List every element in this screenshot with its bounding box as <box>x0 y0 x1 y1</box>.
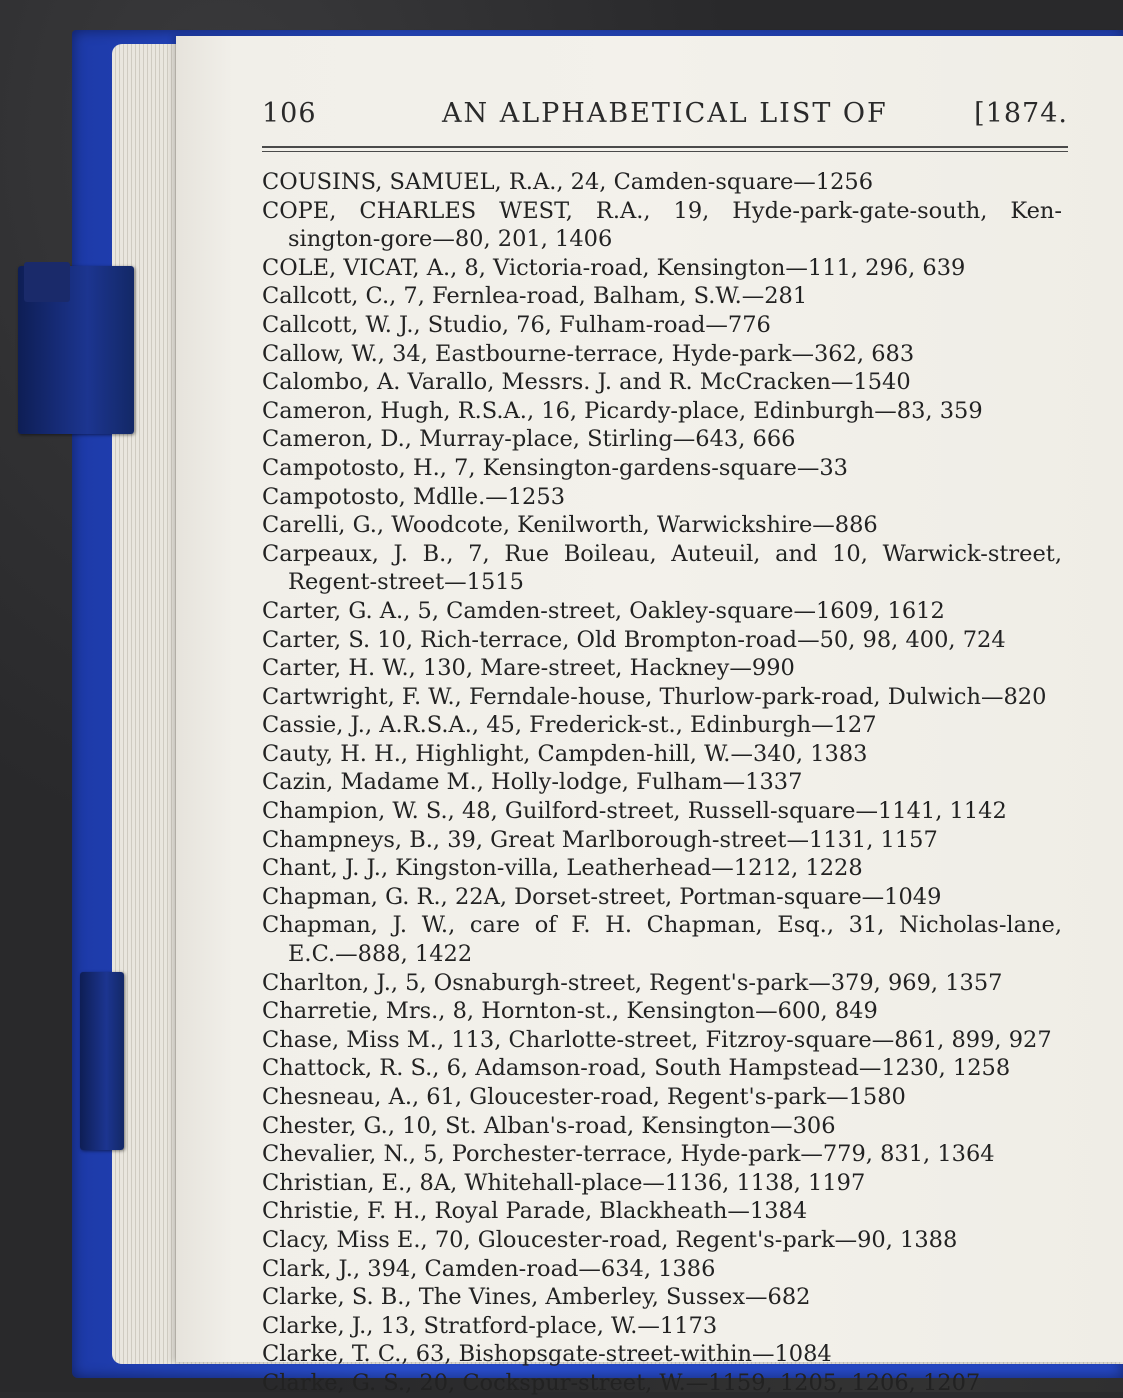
list-item <box>262 340 1080 369</box>
entry-text: Carter, S. 10, Rich-terrace, Old Brompton-road—50, 98, 400, 724 <box>262 626 1006 653</box>
entry-list <box>262 168 1080 1398</box>
entry-text: Christian, E., 8A, Whitehall-place—1136, 1138, 1197 <box>262 1169 866 1196</box>
entry-text: Champion, W. S., 48, Guilford-street, Russell-square—1141, 1142 <box>262 798 1007 825</box>
list-item <box>262 683 1080 712</box>
entry-text: Cameron, D., Murray-place, Stirling—643, 666 <box>262 426 796 453</box>
list-item <box>262 425 1080 454</box>
entry-text: Charlton, J., 5, Osnaburgh-street, Regent's-park—379, 969, 1357 <box>262 969 1003 996</box>
entry-text: Carter, H. W., 130, Mare-street, Hackney—990 <box>262 655 795 682</box>
entry-text: Chattock, R. S., 6, Adamson-road, South Hampstead—1230, 1258 <box>262 1055 1011 1082</box>
entry-text: Callcott, C., 7, Fernlea-road, Balham, S.W.—281 <box>262 283 808 310</box>
list-item <box>262 1340 1080 1369</box>
running-header <box>256 96 1074 140</box>
list-item <box>262 1140 1080 1169</box>
entry-text: Chesneau, A., 61, Gloucester-road, Regent's-park—1580 <box>262 1084 906 1110</box>
entry-continuation: sington-gore—80, 201, 1406 <box>288 226 613 253</box>
list-item <box>262 883 1080 912</box>
entry-text: Chester, G., 10, St. Alban's-road, Kensington—306 <box>262 1112 836 1139</box>
list-item <box>262 597 1080 626</box>
entry-text: Clark, J., 394, Camden-road—634, 1386 <box>262 1255 716 1282</box>
entry-text: COLE, VICAT, A., 8, Victoria-road, Kensington—111, 296, 639 <box>262 254 966 281</box>
page-number: 106 <box>262 98 317 129</box>
list-item <box>262 997 1080 1026</box>
entry-text: COPE, CHARLES WEST, R.A., 19, Hyde-park-gate-south, Ken- <box>262 197 1062 224</box>
entry-text: COUSINS, SAMUEL, R.A., 24, Camden-square—1256 <box>262 169 874 195</box>
list-item <box>262 540 1080 597</box>
list-item <box>262 1226 1080 1255</box>
entry-text: Clarke, T. C., 63, Bishopsgate-street-within—1084 <box>262 1341 832 1368</box>
entry-text: Clarke, G. S., 20, Cockspur-street, W.—1159, 1205, 1206, 1207 <box>262 1369 981 1396</box>
list-item <box>262 768 1080 797</box>
entry-text: Cassie, J., A.R.S.A., 45, Frederick-st., Edinburgh—127 <box>262 712 877 739</box>
entry-text: Cazin, Madame M., Holly-lodge, Fulham—1337 <box>262 769 803 796</box>
bookmark-ribbon-bottom[interactable] <box>80 972 124 1150</box>
entry-text: Callcott, W. J., Studio, 76, Fulham-road—776 <box>262 311 771 338</box>
list-item <box>262 654 1080 683</box>
list-item <box>262 1083 1080 1112</box>
header-rule <box>262 146 1068 148</box>
list-item <box>262 454 1080 483</box>
entry-text: Champneys, B., 39, Great Marlborough-street—1131, 1157 <box>262 826 938 853</box>
list-item <box>262 1255 1080 1284</box>
page-title: AN ALPHABETICAL LIST OF <box>442 98 888 129</box>
list-item <box>262 854 1080 883</box>
entry-text: Carter, G. A., 5, Camden-street, Oakley-square—1609, 1612 <box>262 597 945 624</box>
entry-text: Clarke, S. B., The Vines, Amberley, Sussex—682 <box>262 1284 811 1311</box>
bookmark-ribbon-top[interactable] <box>18 266 134 434</box>
list-item <box>262 168 1080 197</box>
entry-text: Chapman, G. R., 22A, Dorset-street, Portman-square—1049 <box>262 883 942 910</box>
list-item <box>262 1054 1080 1083</box>
entry-continuation: Regent-street—1515 <box>288 569 524 596</box>
list-item <box>262 911 1080 968</box>
list-item <box>262 197 1080 254</box>
list-item <box>262 1169 1080 1198</box>
list-item <box>262 282 1080 311</box>
list-item <box>262 1026 1080 1055</box>
entry-text: Carpeaux, J. B., 7, Rue Boileau, Auteuil, and 10, Warwick-street, <box>262 540 1062 567</box>
entry-text: Carelli, G., Woodcote, Kenilworth, Warwickshire—886 <box>262 512 878 539</box>
entry-text: Chase, Miss M., 113, Charlotte-street, Fitzroy-square—861, 899, 927 <box>262 1026 1052 1053</box>
entry-text: Calombo, A. Varallo, Messrs. J. and R. McCracken—1540 <box>262 369 911 396</box>
list-item <box>262 626 1080 655</box>
list-item <box>262 826 1080 855</box>
list-item <box>262 311 1080 340</box>
entry-text: Callow, W., 34, Eastbourne-terrace, Hyde-park—362, 683 <box>262 340 915 367</box>
list-item <box>262 254 1080 283</box>
entry-text: Christie, F. H., Royal Parade, Blackheath—1384 <box>262 1198 808 1225</box>
entry-text: Clarke, J., 13, Stratford-place, W.—1173 <box>262 1312 718 1339</box>
list-item <box>262 511 1080 540</box>
header-year: [1874. <box>974 98 1068 129</box>
header-rule-thin <box>262 151 1068 152</box>
entry-text: Charretie, Mrs., 8, Hornton-st., Kensington—600, 849 <box>262 998 878 1025</box>
entry-text: Clacy, Miss E., 70, Gloucester-road, Regent's-park—90, 1388 <box>262 1226 958 1253</box>
list-item <box>262 1112 1080 1141</box>
entry-continuation: E.C.—888, 1422 <box>288 941 473 968</box>
list-item <box>262 368 1080 397</box>
list-item <box>262 1283 1080 1312</box>
list-item <box>262 483 1080 512</box>
list-item <box>262 740 1080 769</box>
entry-text: Chapman, J. W., care of F. H. Chapman, Esq., 31, Nicholas-lane, <box>262 912 1062 939</box>
entry-text: Cauty, H. H., Highlight, Campden-hill, W.—340, 1383 <box>262 740 868 767</box>
list-item <box>262 797 1080 826</box>
entry-text: Cameron, Hugh, R.S.A., 16, Picardy-place, Edinburgh—83, 359 <box>262 397 983 424</box>
list-item <box>262 969 1080 998</box>
entry-text: Campotosto, Mdlle.—1253 <box>262 483 566 510</box>
entry-text: Chevalier, N., 5, Porchester-terrace, Hyde-park—779, 831, 1364 <box>262 1141 995 1168</box>
list-item <box>262 397 1080 426</box>
entry-text: Campotosto, H., 7, Kensington-gardens-square—33 <box>262 454 848 481</box>
list-item <box>262 1369 1080 1398</box>
entry-text: Cartwright, F. W., Ferndale-house, Thurlow-park-road, Dulwich—820 <box>262 683 1047 710</box>
list-item <box>262 711 1080 740</box>
list-item <box>262 1312 1080 1341</box>
entry-text: Chant, J. J., Kingston-villa, Leatherhead—1212, 1228 <box>262 855 863 882</box>
list-item <box>262 1197 1080 1226</box>
